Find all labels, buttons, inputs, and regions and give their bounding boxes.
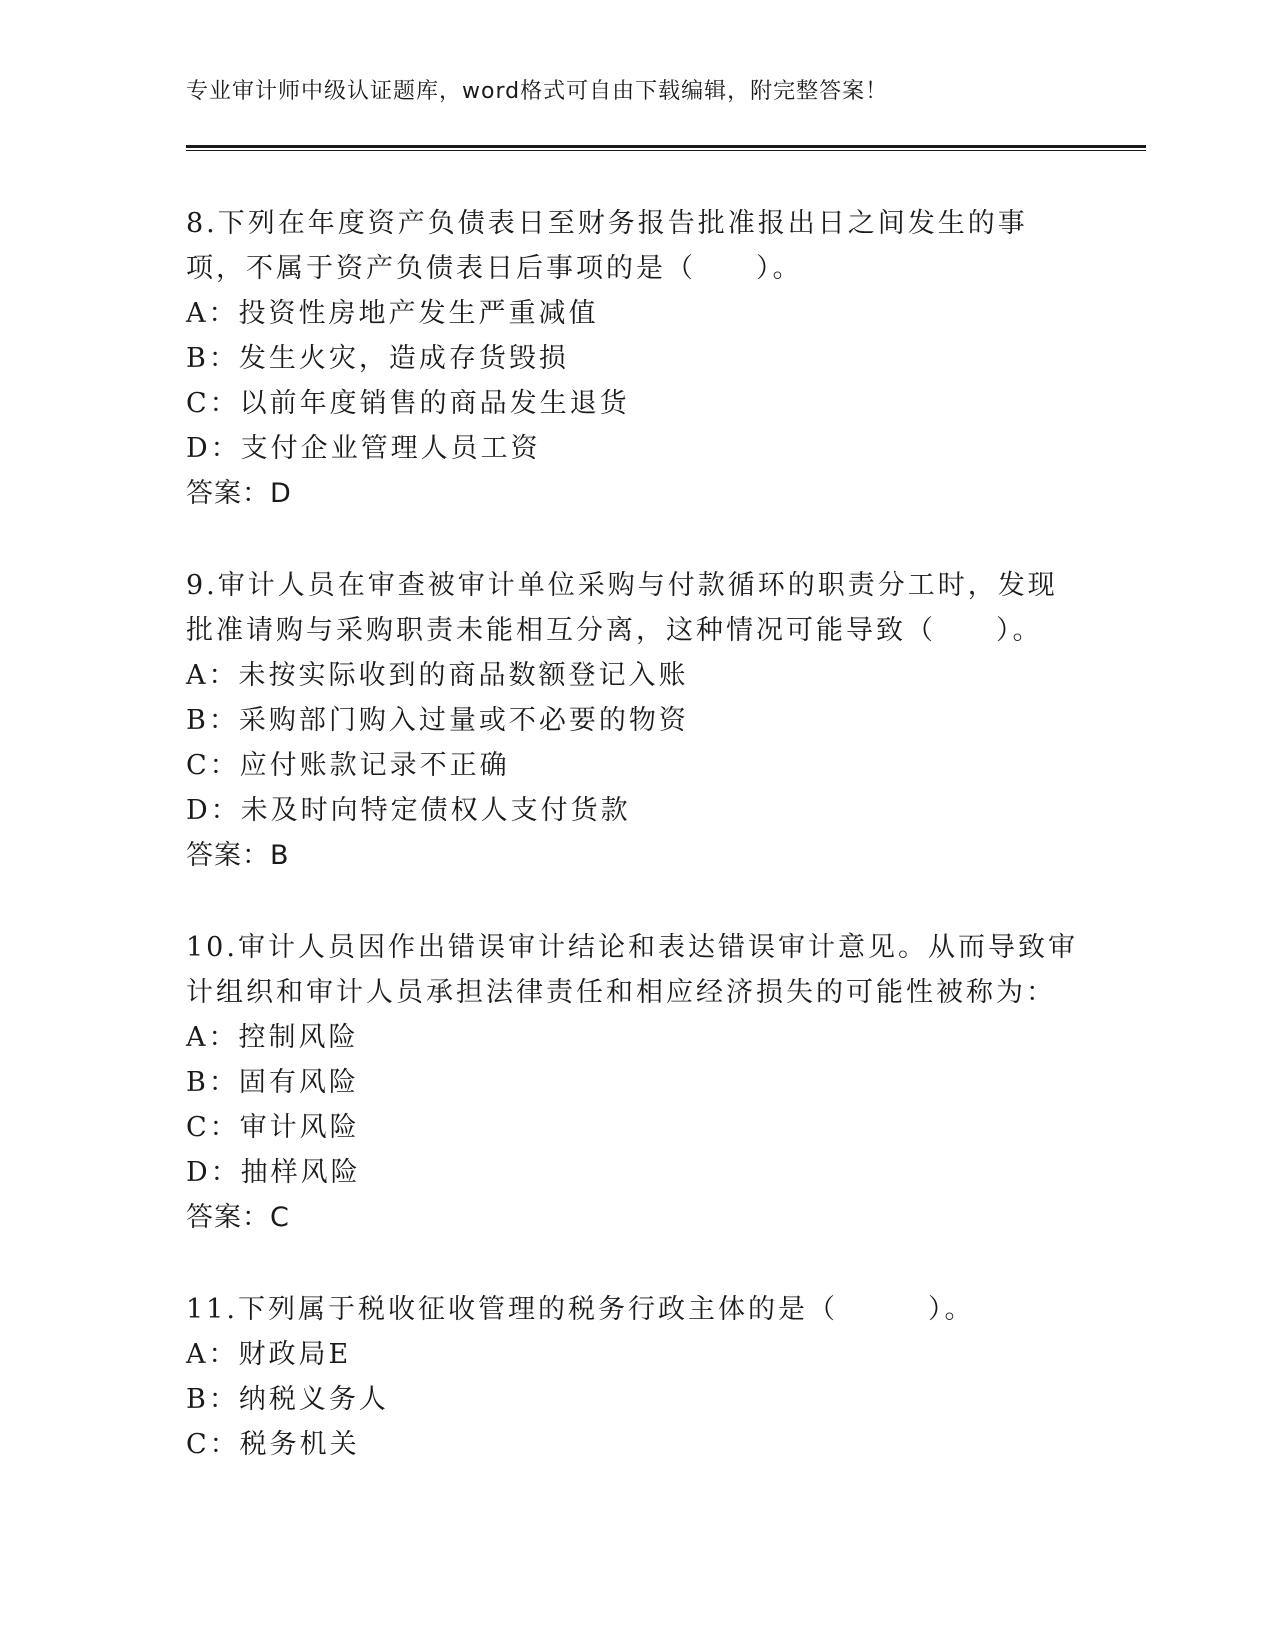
page-header: 专业审计师中级认证题库，word格式可自由下载编辑，附完整答案！ — [186, 79, 889, 104]
option-a: A：投资性房地产发生严重减值 — [186, 298, 599, 329]
option-c: C：以前年度销售的商品发生退货 — [186, 388, 630, 419]
question-text: 9.审计人员在审查被审计单位采购与付款循环的职责分工时，发现批准请购与采购职责未能相互分离，这种情况可能导致（ ）。 — [186, 570, 1058, 646]
answer: 答案：B — [186, 840, 290, 871]
question-11 — [186, 1287, 1086, 1467]
question-list — [186, 201, 1086, 1514]
question-10 — [186, 925, 1086, 1240]
question-text: 11.下列属于税收征收管理的税务行政主体的是（ ）。 — [186, 1294, 975, 1325]
option-d: D：未及时向特定债权人支付货款 — [186, 795, 631, 826]
question-text: 8.下列在年度资产负债表日至财务报告批准报出日之间发生的事项，不属于资产负债表日后事项的是（ ）。 — [186, 208, 1028, 284]
option-b: B：发生火灾，造成存货毁损 — [186, 343, 569, 374]
header-rule-thin — [186, 150, 1146, 151]
header-rule-thick — [186, 145, 1146, 148]
question-9 — [186, 563, 1086, 878]
option-c: C：应付账款记录不正确 — [186, 750, 510, 781]
option-b: B：固有风险 — [186, 1067, 359, 1098]
option-c: C：审计风险 — [186, 1112, 360, 1143]
option-c: C：税务机关 — [186, 1429, 360, 1460]
answer: 答案：D — [186, 478, 292, 509]
question-text: 10.审计人员因作出错误审计结论和表达错误审计意见。从而导致审计组织和审计人员承担法律责任和相应经济损失的可能性被称为： — [186, 932, 1078, 1008]
option-d: D：支付企业管理人员工资 — [186, 433, 541, 464]
option-a: A：财政局E — [186, 1339, 352, 1370]
option-b: B：纳税义务人 — [186, 1384, 389, 1415]
option-b: B：采购部门购入过量或不必要的物资 — [186, 705, 689, 736]
option-a: A：控制风险 — [186, 1022, 359, 1053]
answer: 答案：C — [186, 1202, 290, 1233]
option-a: A：未按实际收到的商品数额登记入账 — [186, 660, 689, 691]
question-8 — [186, 201, 1086, 516]
option-d: D：抽样风险 — [186, 1157, 361, 1188]
